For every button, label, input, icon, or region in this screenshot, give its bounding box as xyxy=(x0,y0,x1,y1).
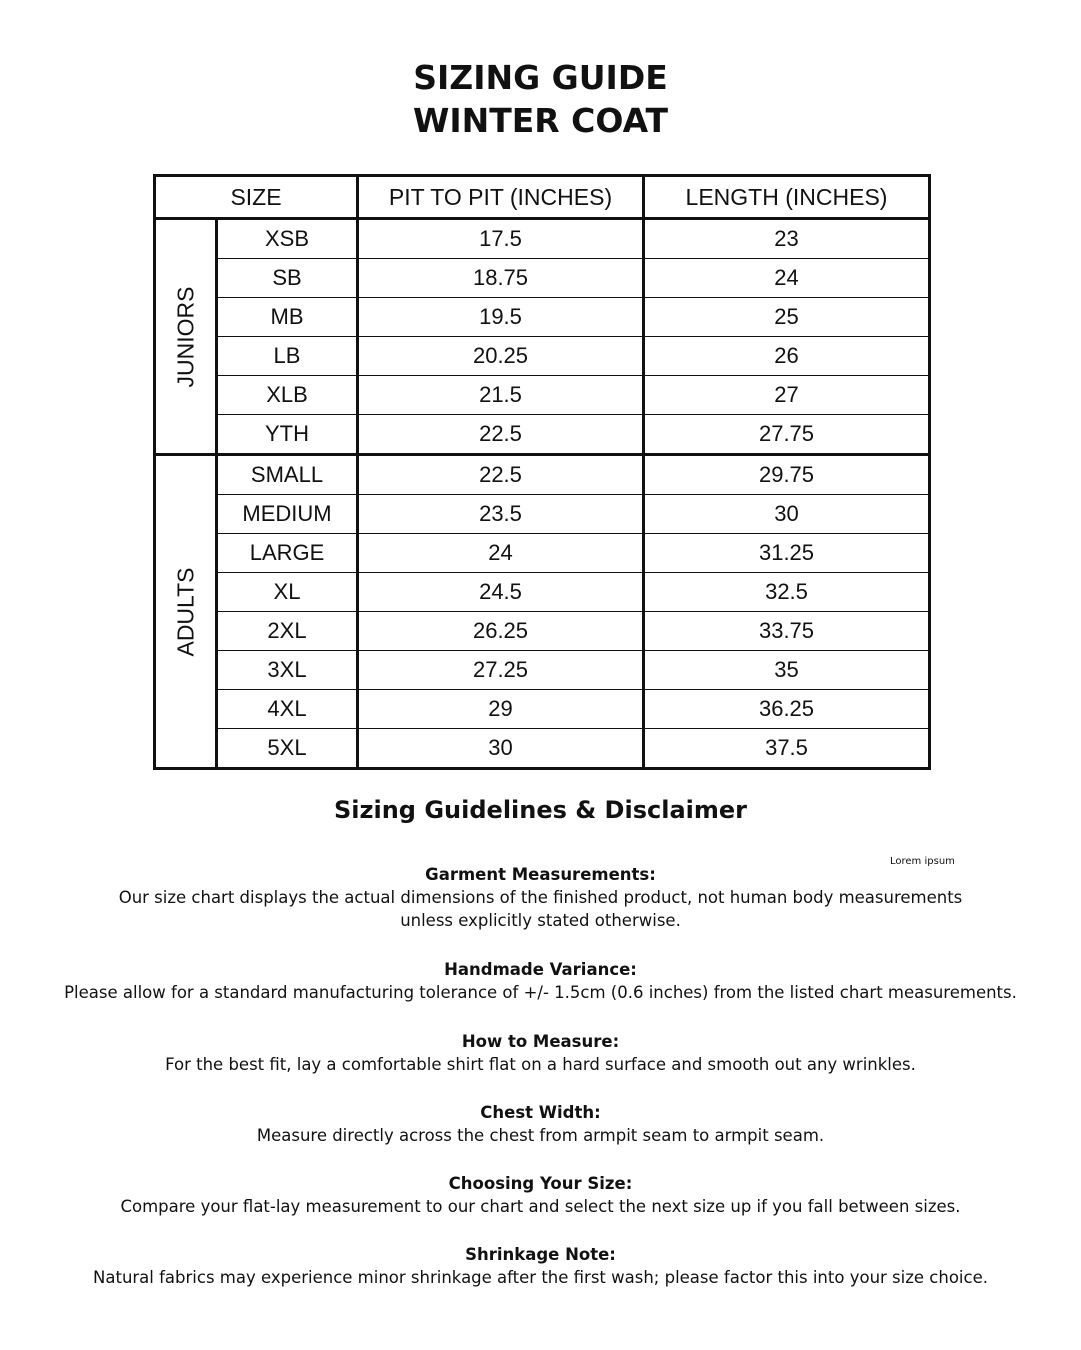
cell-size: XSB xyxy=(217,219,358,259)
cell-size: SB xyxy=(217,259,358,298)
cell-length: 26 xyxy=(644,337,930,376)
cell-size: XLB xyxy=(217,376,358,415)
cell-length: 32.5 xyxy=(644,573,930,612)
group-label: ADULTS xyxy=(172,566,198,657)
guideline-section xyxy=(30,863,1051,932)
cell-length: 27 xyxy=(644,376,930,415)
cell-pit: 21.5 xyxy=(358,376,644,415)
cell-length: 31.25 xyxy=(644,534,930,573)
table-header-row xyxy=(155,176,930,219)
table-row xyxy=(155,337,930,376)
cell-size: LB xyxy=(217,337,358,376)
cell-length: 36.25 xyxy=(644,690,930,729)
table-row xyxy=(155,495,930,534)
table-row xyxy=(155,573,930,612)
cell-size: 2XL xyxy=(217,612,358,651)
lorem-note: Lorem ipsum xyxy=(890,856,955,867)
cell-size: SMALL xyxy=(217,455,358,495)
cell-pit: 24 xyxy=(358,534,644,573)
cell-length: 30 xyxy=(644,495,930,534)
guideline-text: Measure directly across the chest from armpit seam to armpit seam. xyxy=(256,1126,825,1145)
cell-pit: 23.5 xyxy=(358,495,644,534)
guideline-text: unless explicitly stated otherwise. xyxy=(400,911,681,930)
guideline-section xyxy=(30,1101,1051,1147)
page-subtitle: WINTER COAT xyxy=(412,101,669,140)
cell-length: 27.75 xyxy=(644,415,930,455)
cell-pit: 29 xyxy=(358,690,644,729)
cell-size: YTH xyxy=(217,415,358,455)
table-row xyxy=(155,259,930,298)
guideline-heading: Handmade Variance: xyxy=(444,960,637,979)
cell-size: MEDIUM xyxy=(217,495,358,534)
sizing-table xyxy=(153,174,931,770)
guideline-section xyxy=(30,1030,1051,1076)
group-label-cell xyxy=(155,455,217,769)
cell-pit: 30 xyxy=(358,729,644,769)
cell-pit: 22.5 xyxy=(358,415,644,455)
cell-pit: 22.5 xyxy=(358,455,644,495)
guideline-section xyxy=(30,1243,1051,1289)
cell-size: LARGE xyxy=(217,534,358,573)
cell-length: 33.75 xyxy=(644,612,930,651)
header-size: SIZE xyxy=(155,176,358,219)
cell-length: 25 xyxy=(644,298,930,337)
cell-pit: 17.5 xyxy=(358,219,644,259)
cell-size: MB xyxy=(217,298,358,337)
header-pit-to-pit: PIT TO PIT (INCHES) xyxy=(358,176,644,219)
guideline-text: Compare your flat-lay measurement to our chart and select the next size up if you fall between sizes. xyxy=(120,1197,961,1216)
table-row xyxy=(155,651,930,690)
guidelines-heading: Sizing Guidelines & Disclaimer xyxy=(334,796,747,824)
guideline-text: Natural fabrics may experience minor shrinkage after the first wash; please factor this into your size choice. xyxy=(93,1268,988,1287)
table-row xyxy=(155,298,930,337)
page-title: SIZING GUIDE xyxy=(413,58,668,97)
table-row xyxy=(155,376,930,415)
cell-length: 29.75 xyxy=(644,455,930,495)
cell-size: XL xyxy=(217,573,358,612)
header-length: LENGTH (INCHES) xyxy=(644,176,930,219)
guideline-section xyxy=(30,958,1051,1004)
guideline-heading: Chest Width: xyxy=(480,1103,601,1122)
cell-pit: 18.75 xyxy=(358,259,644,298)
cell-size: 4XL xyxy=(217,690,358,729)
cell-pit: 24.5 xyxy=(358,573,644,612)
cell-pit: 20.25 xyxy=(358,337,644,376)
guideline-text: For the best fit, lay a comfortable shirt flat on a hard surface and smooth out any wrinkles. xyxy=(165,1055,916,1074)
table-row xyxy=(155,219,930,259)
group-label: JUNIORS xyxy=(172,286,198,387)
cell-pit: 26.25 xyxy=(358,612,644,651)
cell-pit: 27.25 xyxy=(358,651,644,690)
cell-length: 23 xyxy=(644,219,930,259)
guideline-section xyxy=(30,1172,1051,1218)
cell-pit: 19.5 xyxy=(358,298,644,337)
guideline-heading: Choosing Your Size: xyxy=(448,1174,633,1193)
cell-length: 35 xyxy=(644,651,930,690)
cell-size: 3XL xyxy=(217,651,358,690)
cell-size: 5XL xyxy=(217,729,358,769)
cell-length: 37.5 xyxy=(644,729,930,769)
guideline-text: Our size chart displays the actual dimensions of the finished product, not human body measurements xyxy=(118,888,963,907)
guideline-heading: Garment Measurements: xyxy=(425,865,656,884)
table-row xyxy=(155,534,930,573)
table-row xyxy=(155,612,930,651)
cell-length: 24 xyxy=(644,259,930,298)
table-row xyxy=(155,690,930,729)
table-row xyxy=(155,455,930,495)
group-label-cell xyxy=(155,219,217,455)
table-row xyxy=(155,415,930,455)
guideline-text: Please allow for a standard manufacturing tolerance of +/- 1.5cm (0.6 inches) from the listed chart measurements. xyxy=(64,983,1017,1002)
guideline-heading: Shrinkage Note: xyxy=(465,1245,616,1264)
guideline-heading: How to Measure: xyxy=(461,1032,620,1051)
table-row xyxy=(155,729,930,769)
